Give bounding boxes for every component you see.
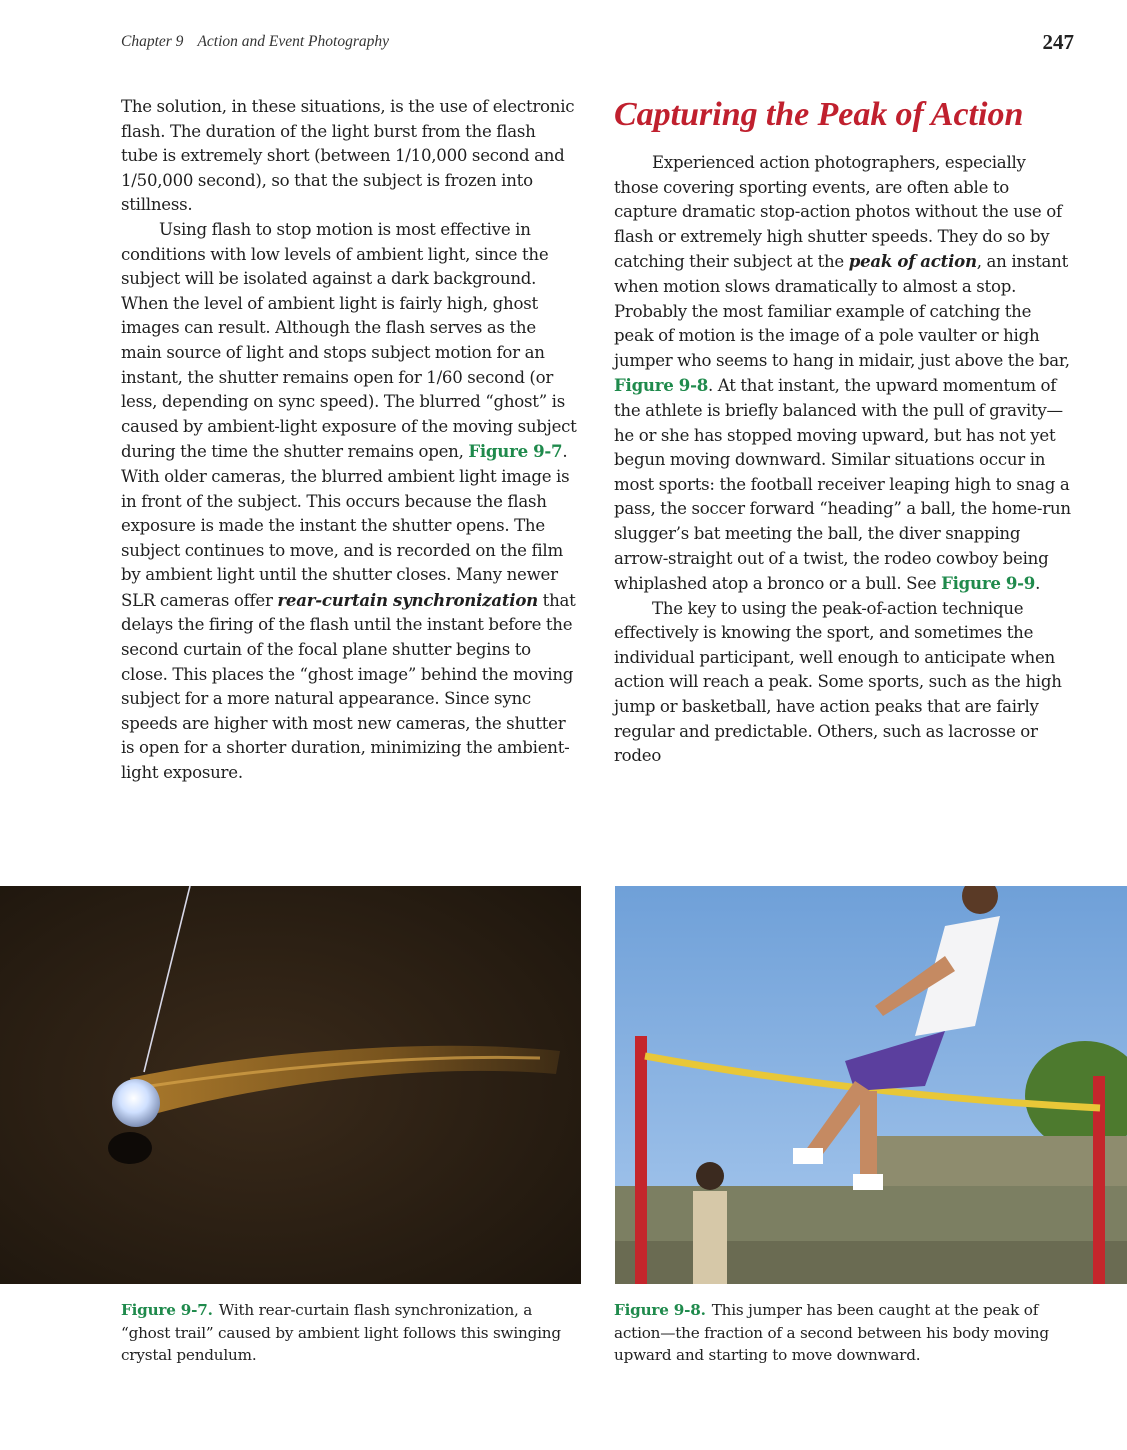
- chapter-title: Action and Event Photography: [197, 33, 389, 50]
- high-jump-standard-left: [635, 1036, 647, 1284]
- chapter-number: Chapter 9: [121, 33, 184, 50]
- paragraph: The key to using the peak-of-action technique effectively is knowing the sport, and sometimes the individual participant, well enough to anticipate when action will reach a peak. Some sports, such as the high jump or basketball, have action peaks that are fairly regular and predictable. Others, such as lacrosse or rodeo: [614, 598, 1062, 766]
- right-column: [614, 95, 1072, 769]
- figure-9-8-photo: [615, 886, 1127, 1284]
- key-term: rear-curtain synchronization: [277, 589, 538, 610]
- caption-text: This jumper has been caught at the peak of action—the fraction of a second between his body moving upward and starting to move downward.: [614, 1301, 1049, 1364]
- ground: [615, 1241, 1127, 1284]
- crystal-shadow: [108, 1132, 152, 1164]
- pendulum-photo: [0, 886, 581, 1284]
- running-header: [121, 33, 389, 51]
- page-number: 247: [1042, 30, 1074, 54]
- figure-label: Figure 9-8.: [614, 1301, 706, 1319]
- high-jump-photo: [615, 886, 1127, 1284]
- paragraph: The solution, in these situations, is the use of electronic flash. The duration of the light burst from the flash tube is extremely short (between 1/10,000 second and 1/50,000 second), so that the subject is frozen into stillness.: [121, 97, 575, 215]
- official: [693, 1162, 727, 1284]
- figure-9-7-photo: [0, 886, 581, 1284]
- figure-reference-link[interactable]: Figure 9-9: [941, 573, 1036, 594]
- left-column: [121, 95, 577, 786]
- paragraph: Experienced action photographers, especially those covering sporting events, are often able to capture dramatic stop-action photos without the use of flash or extremely high shutter speeds. They do so by catching their subject at the peak of action, an instant when motion slows dramatically to almost a stop. Probably the most familiar example of catching the peak of motion is the image of a pole vaulter or high jumper who seems to hang in midair, just above the bar, Figure 9-8. At that instant, the upward momentum of the athlete is briefly balanced with the pull of gravity—he or she has stopped moving upward, but has not yet begun moving downward. Similar situations occur in most sports: the football receiver leaping high to snag a pass, the soccer forward “heading” a ball, the home-run slugger’s bat meeting the ball, the diver snapping arrow-straight out of a twist, the rodeo cowboy being whiplashed atop a bronco or a bull. See Figure 9-9.: [614, 153, 1071, 594]
- section-heading: Capturing the Peak of Action: [614, 96, 1024, 133]
- figure-9-8-caption: [614, 1299, 1054, 1367]
- figure-reference-link[interactable]: Figure 9-7: [468, 441, 563, 462]
- figure-9-7-caption: [121, 1299, 561, 1367]
- figure-label: Figure 9-7.: [121, 1301, 213, 1319]
- crystal-pendulum: [112, 1079, 160, 1127]
- paragraph: Using flash to stop motion is most effective in conditions with low levels of ambient light, since the subject will be isolated against a dark background. When the level of ambient light is fairly high, ghost images can result. Although the flash serves as the main source of light and stops subject motion for an instant, the shutter remains open for 1/60 second (or less, depending on sync speed). The blurred “ghost” is caused by ambient-light exposure of the moving subject during the time the shutter remains open, Figure 9-7. With older cameras, the blurred ambient light image is in front of the subject. This occurs because the flash exposure is made the instant the shutter opens. The subject continues to move, and is recorded on the film by ambient light until the shutter closes. Many newer SLR cameras offer rear-curtain synchronization that delays the firing of the flash until the instant before the second curtain of the focal plane shutter begins to close. This places the “ghost image” behind the moving subject for a more natural appearance. Since sync speeds are higher with most new cameras, the shutter is open for a shorter duration, minimizing the ambient-light exposure.: [121, 219, 577, 783]
- caption-text: With rear-curtain flash synchronization, a “ghost trail” caused by ambient light follows this swinging crystal pendulum.: [121, 1301, 561, 1364]
- key-term: peak of action: [848, 251, 977, 272]
- figure-reference-link[interactable]: Figure 9-8: [614, 375, 709, 396]
